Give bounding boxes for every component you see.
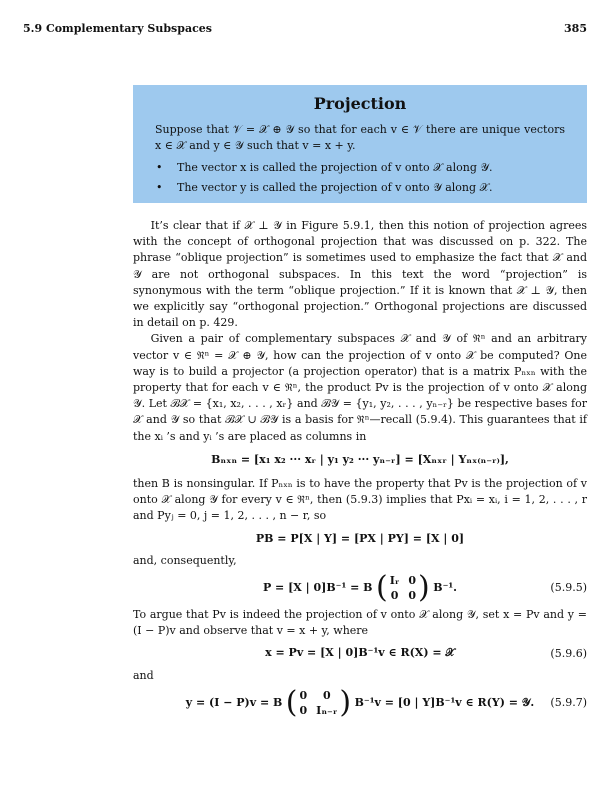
paragraph-projector: Given a pair of complementary subspaces 𝒳 and 𝒴 of ℜⁿ and an arbitrary vector v ∈ ℜⁿ = 𝒳 ⊕ 𝒴, how can the projection of v onto 𝒳 be computed? One way is to build a projector (a projection operator) that is a matrix Pₙₓₙ with the property that for each v ∈ ℜⁿ, the product Pv is the projection of v onto 𝒳 along 𝒴. Let ℬ𝒳 = {x₁, x₂, . . . , xᵣ} and ℬ𝒴 = {y₁, y₂, . . . , yₙ₋ᵣ} be respective bases for 𝒳 and 𝒴 so that ℬ𝒳 ∪ ℬ𝒴 is a basis for ℜⁿ—recall (5.9.4). This guarantees that if the xᵢ ’s and yᵢ ’s are placed as columns in bbox=[133, 332, 587, 443]
matrix-I-nr: ( 0 0 0 Iₙ₋ᵣ ) bbox=[285, 684, 352, 720]
matrix-cell: Iₙ₋ᵣ bbox=[316, 703, 338, 717]
matrix-cell: 0 bbox=[390, 589, 399, 603]
paragraph-nonsingular: then B is nonsingular. If Pₙₓₙ is to have the property that Pv is the projection of v onto 𝒳 along 𝒴 for every v ∈ ℜⁿ, then (5.9.3) implies that Pxᵢ = xᵢ, i = 1, 2, . . . , r and Pyⱼ = 0, j = 1, 2, . . . , n − r, so bbox=[133, 477, 587, 523]
paragraph-and: and bbox=[133, 668, 154, 682]
equation-PB: PB = P[X | Y] = [PX | PY] = [X | 0] bbox=[255, 531, 465, 545]
equation-x-text: x = Pv = [X | 0]B⁻¹v ∈ R(X) = 𝒳 bbox=[265, 646, 455, 660]
main-text bbox=[133, 218, 587, 718]
paragraph-argue: To argue that Pv is indeed the projection of v onto 𝒳 along 𝒴, set x = Pv and y = (I − P)v and observe that v = x + y, where bbox=[133, 608, 587, 638]
running-head bbox=[23, 22, 587, 38]
matrix-Ir: ( Iᵣ 0 0 0 ) bbox=[375, 570, 430, 606]
definition-list bbox=[155, 158, 565, 198]
paragraph-orthogonal: It’s clear that if 𝒳 ⊥ 𝒴 in Figure 5.9.1, then this notion of projection agrees with the concept of orthogonal projection that was discussed on p. 322. The phrase “oblique projection” is sometimes used to emphasize the fact that 𝒳 and 𝒴 are not orthogonal subspaces. In this text the word “projection” is synonymous with the term “oblique projection.” If it is known that 𝒳 ⊥ 𝒴, then we explicitly say “orthogonal projection.” Orthogonal projections are discussed in detail on p. 429. bbox=[133, 219, 587, 330]
paragraph-consequently: and, consequently, bbox=[133, 553, 237, 567]
definition-title: Projection bbox=[313, 94, 407, 113]
matrix-cell: Iᵣ bbox=[389, 574, 400, 588]
equation-y bbox=[133, 684, 587, 720]
page-number: 385 bbox=[564, 22, 587, 35]
matrix-cell: 0 bbox=[408, 574, 417, 588]
equation-P-left: P = [X | 0]B⁻¹ = B bbox=[262, 581, 373, 595]
equation-y-left: y = (I − P)v = B bbox=[185, 695, 283, 709]
equation-number: (5.9.7) bbox=[550, 695, 587, 709]
section-title: 5.9 Complementary Subspaces bbox=[23, 22, 212, 35]
equation-P-right: B⁻¹. bbox=[433, 581, 458, 595]
equation-number: (5.9.6) bbox=[550, 646, 587, 660]
equation-B: Bₙₓₙ = [x₁ x₂ ··· xᵣ | y₁ y₂ ··· yₙ₋ᵣ] = [Xₙₓᵣ | Yₙₓ₍ₙ₋ᵣ₎], bbox=[211, 452, 509, 466]
definition-bullet-projection-x: • The vector x is called the projection of v onto 𝒳 along 𝒴. bbox=[155, 158, 565, 178]
matrix-cell: 0 bbox=[299, 688, 308, 702]
matrix-cell: 0 bbox=[299, 703, 308, 717]
equation-x bbox=[133, 645, 587, 661]
definition-intro: Suppose that 𝒱 = 𝒳 ⊕ 𝒴 so that for each v ∈ 𝒱 there are unique vectors x ∈ 𝒳 and y ∈ 𝒴 such that v = x + y. bbox=[155, 123, 565, 152]
definition-bullet-projection-y: • The vector y is called the projection of v onto 𝒴 along 𝒳. bbox=[155, 178, 565, 198]
matrix-cell: 0 bbox=[322, 688, 331, 702]
equation-P bbox=[133, 570, 587, 606]
definition-box bbox=[133, 85, 587, 203]
equation-number: (5.9.5) bbox=[550, 580, 587, 594]
equation-y-right: B⁻¹v = [0 | Y]B⁻¹v ∈ R(Y) = 𝒴. bbox=[354, 695, 535, 709]
matrix-cell: 0 bbox=[408, 589, 417, 603]
